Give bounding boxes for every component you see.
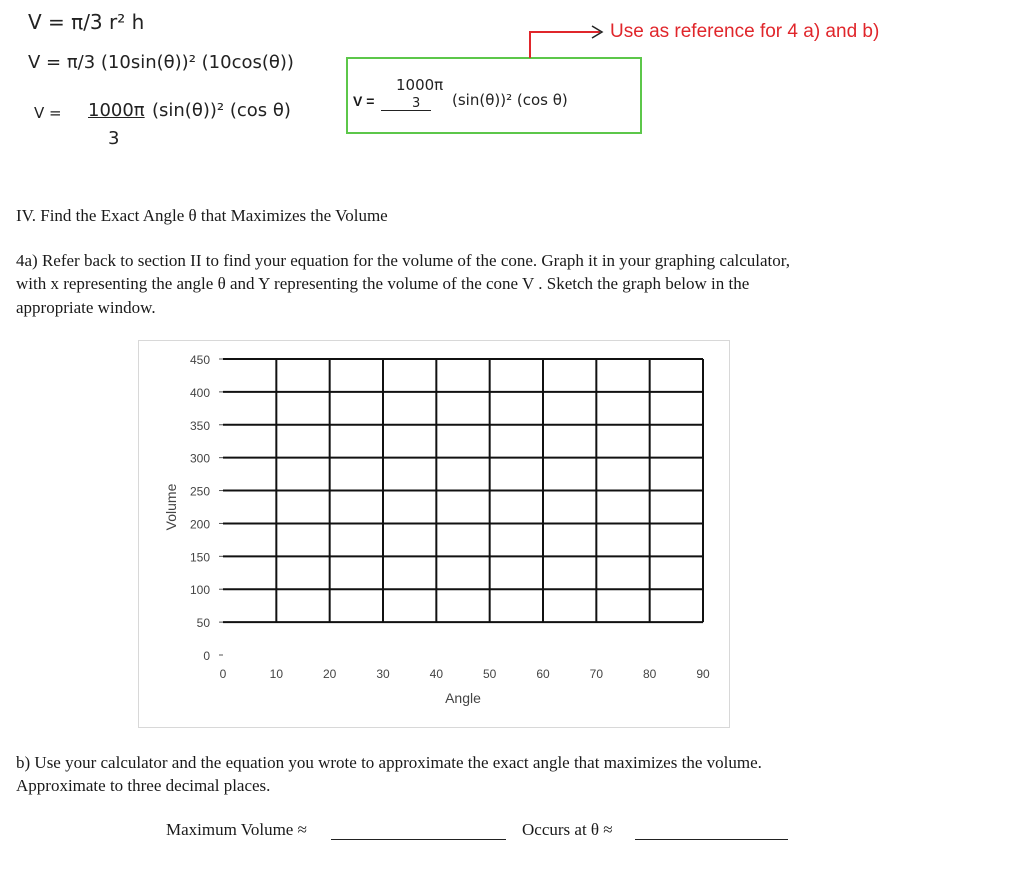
x-tick-label-50: 50 [482,667,497,681]
boxed-formula-rest: (sin(θ))² (cos θ) [452,91,568,109]
handwriting-line-2: V = π/3 (10sin(θ))² (10cos(θ)) [28,52,294,73]
handwriting-line-3-rest: (sin(θ))² (cos θ) [152,100,291,121]
max-volume-label: Maximum Volume ≈ [166,820,307,839]
section-title: IV. Find the Exact Angle θ that Maximizes the Volume [16,206,388,225]
y-tick-label-200: 200 [189,517,210,532]
y-axis-label: Volume [163,483,179,531]
x-tick-label-60: 60 [536,667,550,681]
q4b-line-2: Approximate to three decimal places. [16,776,271,795]
y-tick-label-100: 100 [189,583,210,598]
x-tick-label-40: 40 [429,667,444,681]
q4a-line-3: appropriate window. [16,298,156,317]
handwriting-line-1: V = π/3 r² h [28,10,145,34]
reference-note: Use as reference for 4 a) and b) [610,21,880,42]
y-tick-label-50: 50 [196,616,210,631]
boxed-formula-numerator: 1000π [396,76,444,94]
y-tick-label-150: 150 [189,550,210,565]
q4b-line-1: b) Use your calculator and the equation you wrote to approximate the exact angle that maximizes the volume. [16,753,762,772]
x-tick-label-20: 20 [322,667,337,681]
occurs-at-label: Occurs at θ ≈ [522,820,613,839]
boxed-formula-underline [381,110,431,111]
q4a-line-1: 4a) Refer back to section II to find your equation for the volume of the cone. Graph it in your graphing calculator, [16,251,790,270]
angle-answer-line[interactable] [635,838,788,840]
x-tick-label-80: 80 [642,667,657,681]
y-tick-label-0: 0 [203,649,210,663]
x-tick-label-90: 90 [696,667,710,681]
handwriting-line-3-numerator: 1000π [88,100,145,121]
boxed-formula-denominator: 3 [412,96,421,111]
x-tick-label-30: 30 [376,667,390,681]
q4a-line-2: with x representing the angle θ and Y representing the volume of the cone V . Sketch the graph below in the [16,274,750,293]
x-tick-label-10: 10 [269,667,284,681]
y-tick-label-450: 450 [189,353,210,367]
handwriting-line-3-prefix: V = [34,104,62,122]
reference-arrow-icon [520,20,610,60]
handwriting-line-3-denominator: 3 [108,128,120,149]
y-tick-label-350: 350 [189,418,210,433]
boxed-formula-prefix: V = [353,93,375,109]
x-tick-label-0: 0 [219,667,227,681]
volume-angle-chart [138,340,730,728]
y-tick-label-250: 250 [189,484,210,499]
y-tick-label-400: 400 [189,385,210,400]
y-tick-label-300: 300 [189,451,210,466]
max-volume-answer-line[interactable] [331,838,506,840]
x-tick-label-70: 70 [589,667,604,681]
x-axis-label: Angle [445,690,481,706]
